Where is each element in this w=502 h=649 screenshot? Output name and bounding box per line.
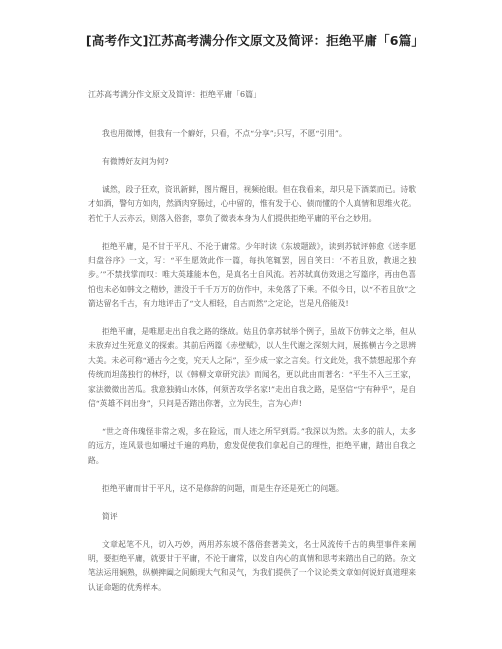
document-subtitle: 江苏高考满分作文原文及简评：拒绝平庸「6篇」 bbox=[88, 90, 262, 99]
document-body bbox=[88, 127, 416, 609]
body-paragraph: 有微博好友问为何? bbox=[102, 156, 169, 166]
body-paragraph: 我也用微博，但我有一个癖好，只看，不点“分享”;只写，不愿“引用”。 bbox=[102, 129, 347, 138]
body-paragraph: “世之奇伟瑰怪非常之观，多在险远，而人迹之所罕到焉。”我深以为然。太多的前人，太多的远方，连风景也如嚼过千遍的鸡肋，愈发促使我们拿起自己的理性，拒绝平庸，踏出自我之路。 bbox=[88, 427, 416, 465]
body-paragraph: 文章起笔不凡，切入巧妙，两用苏东坡不落俗套著美文，名士风流传千古的典型事件来阐明，要拒绝平庸，就要甘于平庸，不沦于庸常，以发自内心的真情和思考来踏出自己的路。杂文笔法运用娴熟，纵横捭阖之间颇现大气和灵气，为我们提供了一个议论类文章如何说好真道理来认证命题的优秀样本。 bbox=[88, 539, 416, 592]
body-paragraph: 拒绝平庸，是不甘于平凡、不沦于庸常。少年时读《东坡题跋》，读到苏轼评韩愈《送李愿归盘谷序》一文，写：“平生愿效此作一篇，每执笔辄罢，因自笑曰：‘不若且放，教退之独步。’”不禁找掌而叹：唯大英雄能本色，是真名士自风流。若苏轼真仿效退之写篇序，再由色喜怕也未必如韩文之精妙，泄没于千千万万的仿作中，未免落了下乘。不似今日，以“不若且放”之箭达留名千古，有力地评击了“文人相轻，自古而然”之定论，岂是凡俗能及! bbox=[88, 241, 416, 309]
section-heading-review: 简评 bbox=[102, 511, 118, 521]
body-paragraph: 诚然，段子狂欢，资讯新鲜，图片醒目，视频抢眼。但在我看来，却只是下酒菜而已。诗歌才如酒，警句方如肉，然酒肉穿肠过，心中留的，惟有发于心、债而懂的个人真情和思维火花。若忙于人云亦云，则落入俗套，辜负了微表本身为人们提供拒绝平庸的平台之妙用。 bbox=[88, 184, 416, 223]
body-paragraph: 拒绝平庸而甘于平凡，这不是修辞的问题，而是生存还是死亡的问题。 bbox=[102, 483, 344, 493]
document-title: [高考作文]江苏高考满分作文原文及简评：拒绝平庸「6篇」 bbox=[85, 33, 425, 48]
body-paragraph: 拒绝平庸，是唯愿走出自我之路的绦故。姑且仍拿苏轼举个例子，虽故下仿韩文之举，但从未放弃过生死意义的探索。其前后两篇《赤壁赋》，以人生代谢之深刻大问，展拣横古今之思辨大美。未必可称“通古今之变，究天人之际”，至少成一家之言矣。行文此处，我不禁想起那个弃传统而坦荡独行的林纾，以《韩柳文章研究法》而闻名，更以此由而著名：“平生不入三王家，家法微微出苦瓜。我意独骑山水体，何须苦攻学名家!”走出自我之路，是坚信“宁有种乎”，是自信“英雄不问出身”，只问是否踏出你著，立为民生，言为心声! bbox=[88, 327, 416, 409]
